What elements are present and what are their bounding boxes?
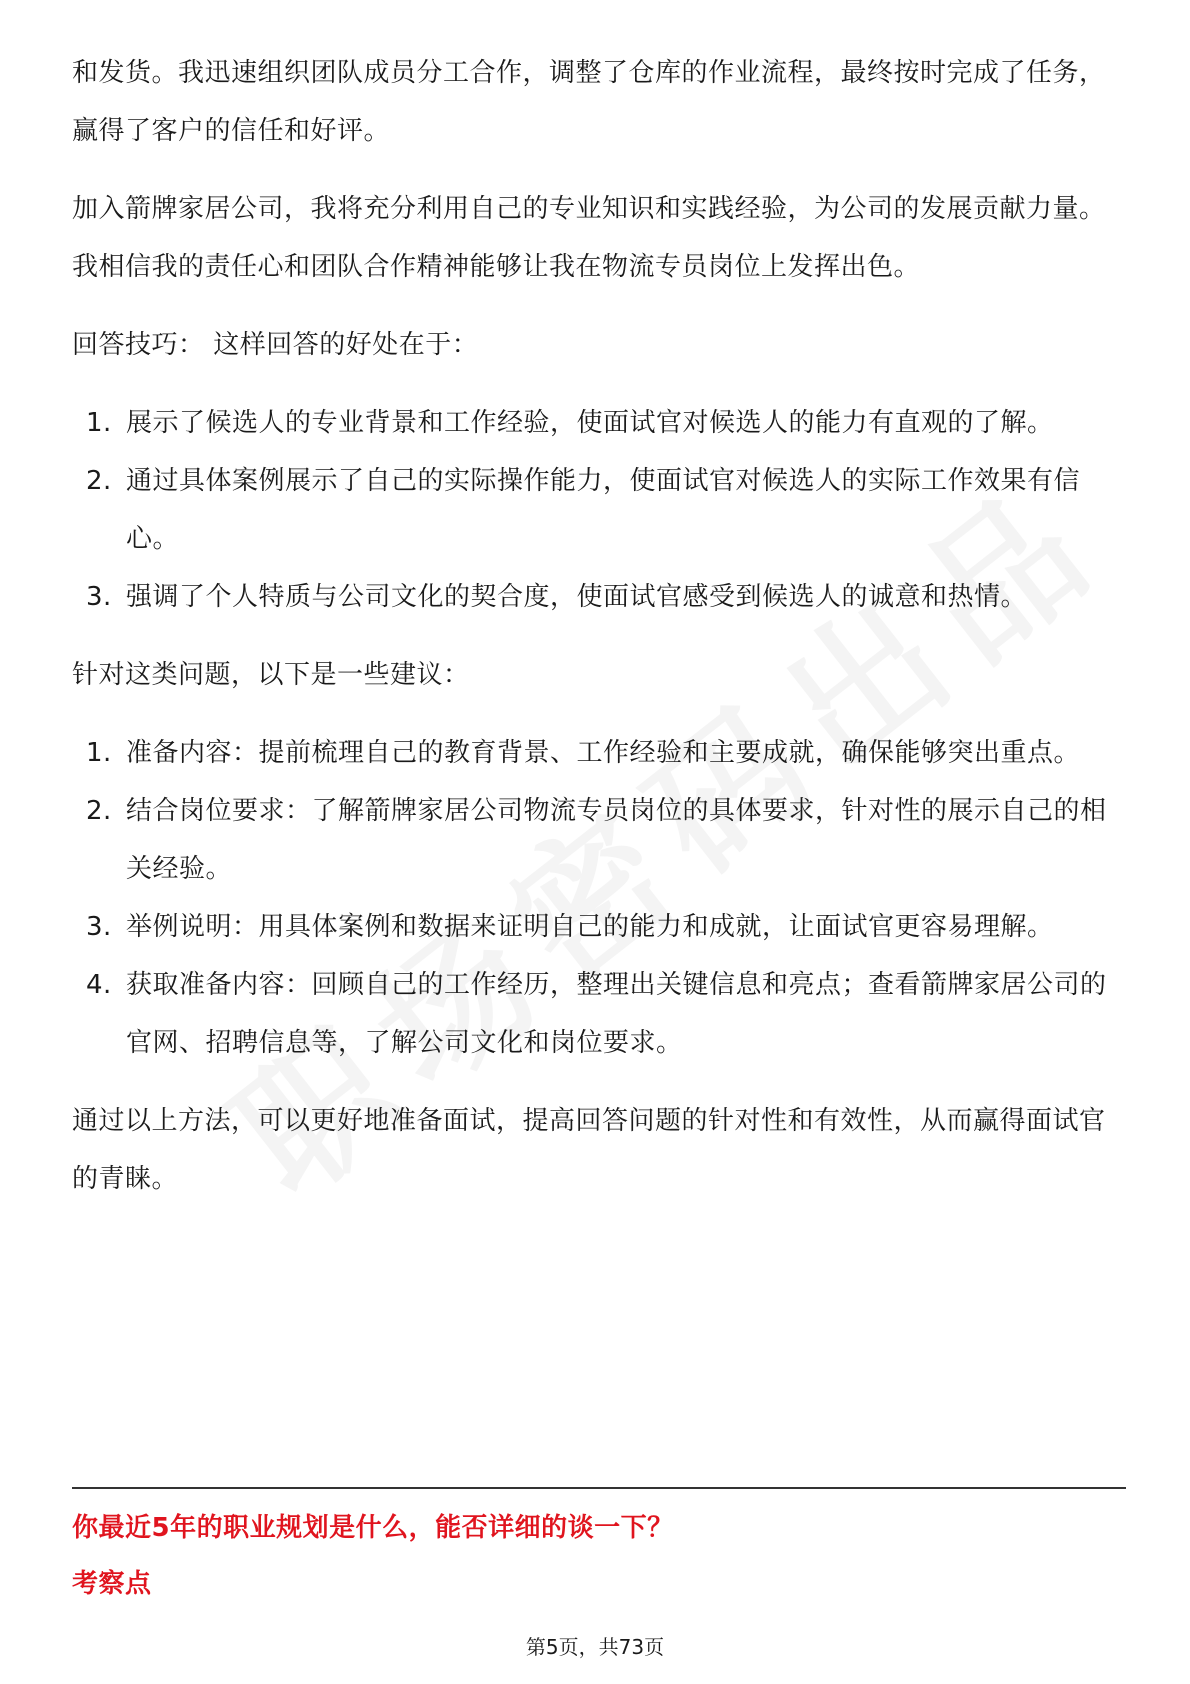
- suggestions-list: [72, 724, 1122, 1072]
- suggestions-intro: 针对这类问题，以下是一些建议：: [72, 660, 470, 690]
- paragraph-intro-end: 和发货。我迅速组织团队成员分工合作，调整了仓库的作业流程，最终按时完成了任务，赢得了客户的信任和好评。: [72, 58, 1106, 146]
- list-item: 4. 获取准备内容：回顾自己的工作经历，整理出关键信息和亮点；查看箭牌家居公司的官网、招聘信息等，了解公司文化和岗位要求。: [86, 970, 1107, 1058]
- paragraph-join-company: 加入箭牌家居公司，我将充分利用自己的专业知识和实践经验，为公司的发展贡献力量。我相信我的责任心和团队合作精神能够让我在物流专员岗位上发挥出色。: [72, 194, 1106, 282]
- list-item: 3. 强调了个人特质与公司文化的契合度，使面试官感受到候选人的诚意和热情。: [86, 582, 1028, 612]
- list-item: 2. 结合岗位要求：了解箭牌家居公司物流专员岗位的具体要求，针对性的展示自己的相关经验。: [86, 796, 1107, 884]
- list-item: 1. 展示了候选人的专业背景和工作经验，使面试官对候选人的能力有直观的了解。: [86, 408, 1054, 438]
- tips-intro: 回答技巧： 这样回答的好处在于：: [72, 330, 479, 360]
- section-divider: [72, 1487, 1126, 1489]
- list-item: 1. 准备内容：提前梳理自己的教育背景、工作经验和主要成就，确保能够突出重点。: [86, 738, 1081, 768]
- conclusion-paragraph: 通过以上方法，可以更好地准备面试，提高回答问题的针对性和有效性，从而赢得面试官的青睐。: [72, 1106, 1106, 1194]
- next-question-title: 你最近5年的职业规划是什么，能否详细的谈一下？: [72, 1513, 674, 1543]
- list-item: 3. 举例说明：用具体案例和数据来证明自己的能力和成就，让面试官更容易理解。: [86, 912, 1054, 942]
- document-body: [72, 44, 1122, 1228]
- list-item: 2. 通过具体案例展示了自己的实际操作能力，使面试官对候选人的实际工作效果有信心。: [86, 466, 1081, 554]
- page-number: 第5页，共73页: [525, 1635, 665, 1659]
- tips-list: [72, 394, 1122, 626]
- assessment-points-heading: 考察点: [72, 1569, 152, 1599]
